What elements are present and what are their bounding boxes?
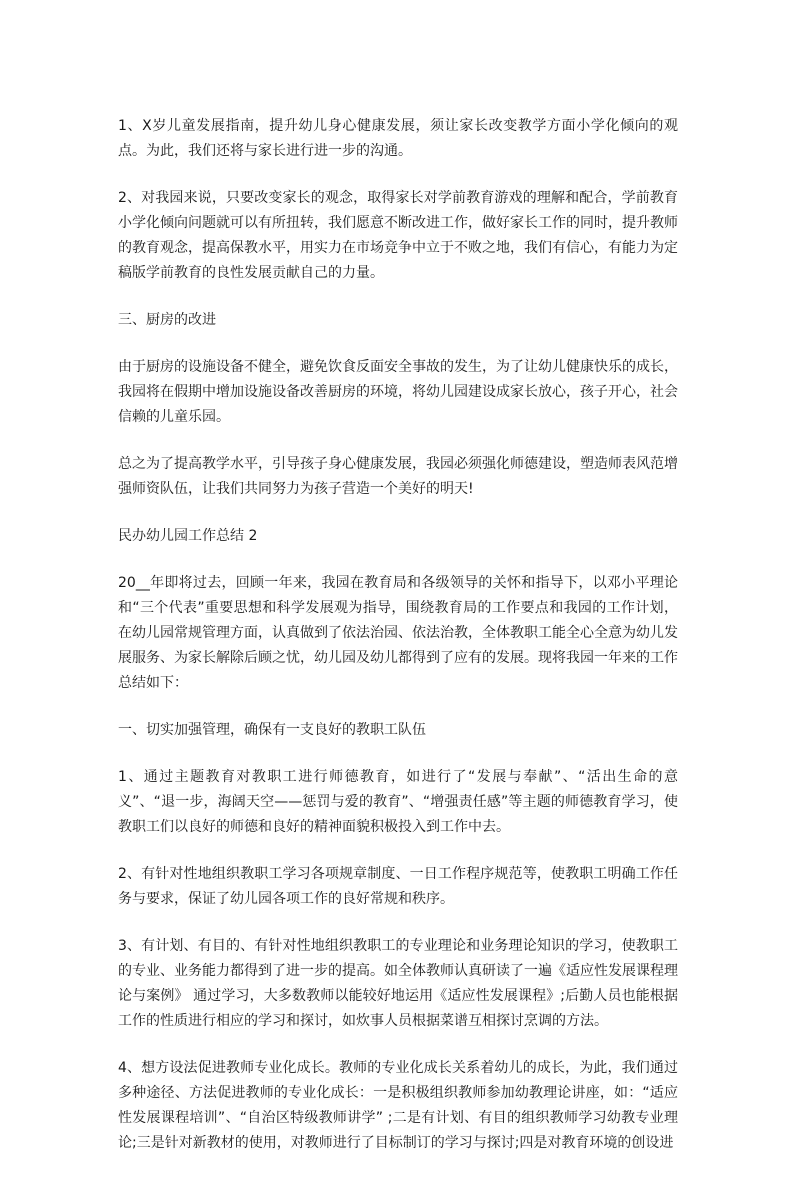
paragraph-item-4: 4、想方设法促进教师专业化成长。教师的专业化成长关系着幼儿的成长，为此，我们通过多种途径、方法促进教师的专业化成长：一是积极组织教师参加幼教理论讲座，如：“适应性发展课程培训”、“自治区特级教师讲学” ;二是有计划、有目的组织教师学习幼教专业理论;三是针对新教材的使用，对教师进行了目标制订的学习与探讨;四是对教育环境的创设进: [118, 1060, 678, 1151]
paragraph-intro: 20__年即将过去，回顾一年来，我园在教育局和各级领导的关怀和指导下，以邓小平理论和“三个代表”重要思想和科学发展观为指导，围绕教育局的工作要点和我园的工作计划，在幼儿园常规管理方面，认真做到了依法治园、依法治教，全体教职工能全心全意为幼儿发展服务、为家长解除后顾之忧，幼儿园及幼儿都得到了应有的发展。现将我园一年来的工作总结如下：: [118, 575, 678, 691]
paragraph-change-parents: 2、对我园来说，只要改变家长的观念，取得家长对学前教育游戏的理解和配合，学前教育小学化倾向问题就可以有所扭转，我们愿意不断改进工作，做好家长工作的同时，提升教师的教育观念，提高保教水平，用实力在市场竞争中立于不败之地，我们有信心，有能力为定稿版学前教育的良性发展贡献自己的力量。: [118, 190, 678, 281]
paragraph-item-1: 1、通过主题教育对教职工进行师德教育，如进行了“发展与奉献”、“活出生命的意义”、“退一步，海阔天空——惩罚与爱的教育”、“增强责任感”等主题的师德教育学习，使教职工们以良好的师德和良好的精神面貌积极投入到工作中去。: [118, 769, 678, 835]
paragraph-kitchen: 由于厨房的设施设备不健全，避免饮食反面安全事故的发生，为了让幼儿健康快乐的成长，我园将在假期中增加设施设备改善厨房的环境，将幼儿园建设成家长放心，孩子开心，社会信赖的儿童乐园。: [118, 359, 678, 425]
paragraph-item-2: 2、有针对性地组织教职工学习各项规章制度、一日工作程序规范等，使教职工明确工作任务与要求，保证了幼儿园各项工作的良好常规和秩序。: [118, 866, 678, 907]
paragraph-conclusion: 总之为了提高教学水平，引导孩子身心健康发展，我园必须强化师德建设，塑造师表风范增强师资队伍，让我们共同努力为孩子营造一个美好的明天!: [118, 456, 678, 497]
section-heading-kitchen: 三、厨房的改进: [118, 312, 216, 328]
paragraph-guide: 1、X岁儿童发展指南，提升幼儿身心健康发展，须让家长改变教学方面小学化倾向的观点。为此，我们还将与家长进行进一步的沟通。: [118, 118, 678, 159]
paragraph-item-3: 3、有计划、有目的、有针对性地组织教职工的专业理论和业务理论知识的学习，使教职工的专业、业务能力都得到了进一步的提高。如全体教师认真研读了一遍《适应性发展课程理论与案例》 通过学习，大多数教师以能较好地运用《适应性发展课程》;后勤人员也能根据工作的性质进行相应的学习和探讨，如炊事人员根据菜谱互相探讨烹调的方法。: [118, 938, 678, 1029]
section-heading-management: 一、切实加强管理，确保有一支良好的教职工队伍: [118, 722, 426, 738]
document-page: [118, 114, 678, 1178]
document-title-2: 民办幼儿园工作总结 2: [118, 528, 258, 544]
